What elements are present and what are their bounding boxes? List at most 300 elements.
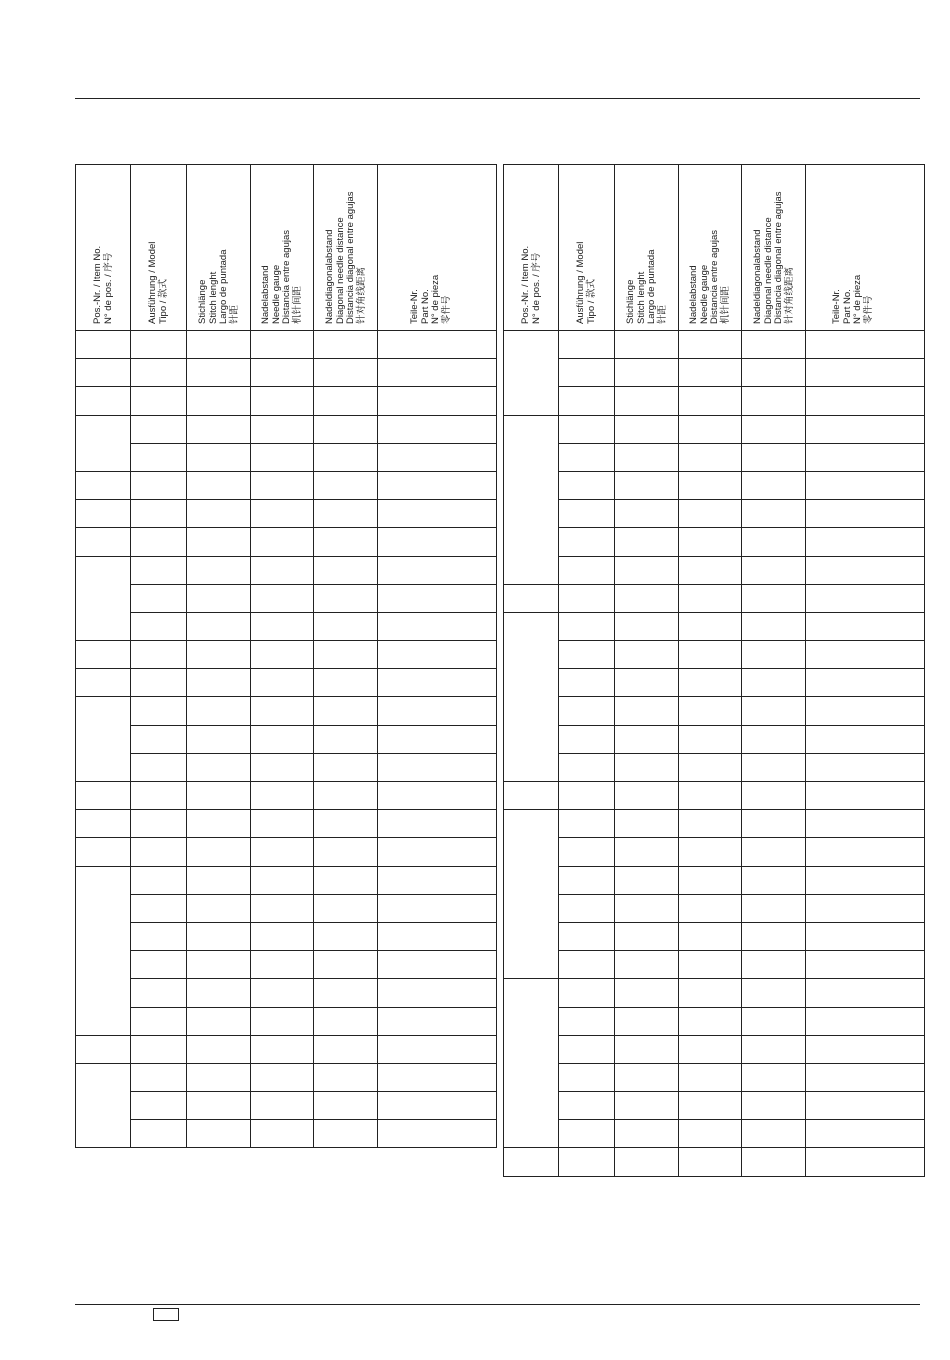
table-row	[504, 922, 925, 950]
header-text	[689, 230, 731, 324]
diagonal-distance-cell	[742, 1092, 806, 1120]
part-no-cell	[378, 443, 497, 471]
stitch-length-cell	[187, 528, 251, 556]
needle-gauge-cell	[251, 951, 314, 979]
model-cell	[559, 1035, 615, 1063]
header-line: Ausführung / Model	[575, 241, 586, 324]
stitch-length-cell	[187, 331, 251, 359]
diagonal-distance-cell	[742, 443, 806, 471]
table-row	[504, 612, 925, 640]
part-no-cell	[806, 838, 925, 866]
stitch-length-cell	[615, 641, 679, 669]
header-text	[198, 250, 240, 324]
needle-gauge-cell	[251, 528, 314, 556]
needle-gauge-cell	[679, 387, 742, 415]
model-cell	[559, 471, 615, 499]
header-line: N° de pieza	[430, 274, 442, 324]
part-no-cell	[806, 782, 925, 810]
diagonal-distance-cell	[742, 979, 806, 1007]
header-text	[148, 242, 169, 324]
table-row	[504, 979, 925, 1007]
header-line: Nadelabstand	[688, 265, 699, 324]
header-line: Stichlänge	[196, 279, 208, 324]
needle-gauge-cell	[679, 838, 742, 866]
needle-gauge-cell	[251, 556, 314, 584]
part-no-cell	[806, 810, 925, 838]
diagonal-distance-cell	[742, 415, 806, 443]
header-text	[521, 246, 542, 324]
diagonal-distance-cell	[742, 359, 806, 387]
pos-cell	[504, 979, 559, 1148]
stitch-length-cell	[187, 810, 251, 838]
diagonal-distance-cell	[314, 838, 378, 866]
needle-gauge-cell	[251, 359, 314, 387]
header-line: Pos.-Nr. / Item No.	[519, 245, 531, 324]
part-no-cell	[806, 1035, 925, 1063]
table-row	[504, 1092, 925, 1120]
stitch-length-cell	[615, 922, 679, 950]
page-number-box	[153, 1308, 179, 1321]
table-row	[76, 725, 497, 753]
table-row	[504, 641, 925, 669]
needle-gauge-cell	[679, 979, 742, 1007]
header-line: Part No.	[419, 289, 431, 324]
table-row	[76, 1092, 497, 1120]
pos-cell	[504, 415, 559, 584]
model-cell	[131, 894, 187, 922]
needle-gauge-cell	[679, 810, 742, 838]
part-no-cell	[806, 1120, 925, 1148]
header-line: 机针间距	[291, 285, 303, 324]
model-cell	[559, 387, 615, 415]
diagonal-distance-cell	[314, 1063, 378, 1091]
model-cell	[559, 669, 615, 697]
table-row	[504, 500, 925, 528]
stitch-length-cell	[187, 979, 251, 1007]
pos-cell	[76, 866, 131, 1035]
table-row	[76, 359, 497, 387]
model-cell	[131, 922, 187, 950]
stitch-length-cell	[615, 979, 679, 1007]
pos-cell	[76, 359, 131, 387]
model-cell	[131, 951, 187, 979]
part-no-cell	[378, 415, 497, 443]
table-row	[76, 1007, 497, 1035]
stitch-length-cell	[187, 894, 251, 922]
stitch-length-cell	[615, 1148, 679, 1176]
model-cell	[131, 669, 187, 697]
diagonal-distance-cell	[742, 387, 806, 415]
table-row	[504, 866, 925, 894]
part-no-cell	[378, 922, 497, 950]
header-text	[753, 191, 795, 324]
model-cell	[131, 359, 187, 387]
model-cell	[559, 1007, 615, 1035]
stitch-length-cell	[187, 641, 251, 669]
part-no-cell	[378, 1120, 497, 1148]
part-no-cell	[378, 612, 497, 640]
part-no-cell	[806, 725, 925, 753]
header-text	[626, 250, 668, 324]
needle-gauge-cell	[679, 753, 742, 781]
header-part-no	[378, 165, 497, 331]
stitch-length-cell	[615, 669, 679, 697]
model-cell	[131, 782, 187, 810]
model-cell	[559, 753, 615, 781]
table-row	[76, 951, 497, 979]
header-line: Diagonal needle distance	[334, 217, 345, 324]
header-needle-gauge	[679, 165, 742, 331]
table-row	[504, 725, 925, 753]
table-row	[76, 1063, 497, 1091]
table-row	[504, 387, 925, 415]
header-text	[576, 242, 597, 324]
diagonal-distance-cell	[314, 782, 378, 810]
header-text	[261, 230, 303, 324]
part-no-cell	[378, 753, 497, 781]
header-model	[559, 165, 615, 331]
model-cell	[559, 641, 615, 669]
needle-gauge-cell	[251, 471, 314, 499]
needle-gauge-cell	[679, 669, 742, 697]
part-no-cell	[378, 838, 497, 866]
stitch-length-cell	[187, 922, 251, 950]
part-no-cell	[378, 1063, 497, 1091]
part-no-cell	[806, 866, 925, 894]
header-line: Teile-Nr.	[831, 289, 843, 324]
stitch-length-cell	[187, 359, 251, 387]
needle-gauge-cell	[679, 1092, 742, 1120]
model-cell	[131, 331, 187, 359]
bottom-rule	[75, 1304, 920, 1305]
part-no-cell	[378, 500, 497, 528]
table-row	[504, 1120, 925, 1148]
model-cell	[559, 556, 615, 584]
needle-gauge-cell	[251, 500, 314, 528]
stitch-length-cell	[187, 387, 251, 415]
diagonal-distance-cell	[742, 669, 806, 697]
diagonal-distance-cell	[742, 951, 806, 979]
table-row	[504, 810, 925, 838]
part-no-cell	[378, 810, 497, 838]
diagonal-distance-cell	[742, 725, 806, 753]
part-no-cell	[806, 387, 925, 415]
table-row	[504, 782, 925, 810]
header-line: Distancia entre agujas	[709, 230, 720, 324]
stitch-length-cell	[615, 1035, 679, 1063]
diagonal-distance-cell	[742, 612, 806, 640]
pos-cell	[76, 387, 131, 415]
part-no-cell	[806, 1007, 925, 1035]
part-no-cell	[806, 528, 925, 556]
table-row	[76, 1120, 497, 1148]
diagonal-distance-cell	[314, 951, 378, 979]
header-line: Tipo / 款式	[585, 278, 597, 324]
needle-gauge-cell	[679, 1035, 742, 1063]
pos-cell	[76, 810, 131, 838]
table-row	[504, 471, 925, 499]
diagonal-distance-cell	[314, 471, 378, 499]
needle-gauge-cell	[251, 669, 314, 697]
needle-gauge-cell	[251, 443, 314, 471]
needle-gauge-cell	[679, 500, 742, 528]
table-row	[76, 500, 497, 528]
needle-gauge-cell	[251, 810, 314, 838]
diagonal-distance-cell	[314, 443, 378, 471]
stitch-length-cell	[187, 782, 251, 810]
pos-cell	[504, 584, 559, 612]
diagonal-distance-cell	[742, 471, 806, 499]
model-cell	[559, 725, 615, 753]
part-no-cell	[378, 641, 497, 669]
model-cell	[131, 1120, 187, 1148]
stitch-length-cell	[615, 725, 679, 753]
stitch-length-cell	[187, 1092, 251, 1120]
part-no-cell	[378, 782, 497, 810]
header-line: Stitch lenght	[207, 271, 218, 324]
part-no-cell	[378, 471, 497, 499]
stitch-length-cell	[615, 838, 679, 866]
stitch-length-cell	[615, 782, 679, 810]
needle-gauge-cell	[679, 697, 742, 725]
pos-cell	[76, 697, 131, 782]
model-cell	[559, 979, 615, 1007]
needle-gauge-cell	[679, 922, 742, 950]
table-row	[76, 753, 497, 781]
table-row	[504, 584, 925, 612]
model-cell	[131, 1035, 187, 1063]
header-line: 针距	[656, 304, 667, 324]
stitch-length-cell	[615, 1007, 679, 1035]
parts-table-right	[503, 164, 925, 1177]
model-cell	[131, 866, 187, 894]
header-row	[76, 165, 497, 331]
needle-gauge-cell	[679, 725, 742, 753]
table-row	[76, 331, 497, 359]
diagonal-distance-cell	[314, 641, 378, 669]
stitch-length-cell	[187, 725, 251, 753]
needle-gauge-cell	[251, 894, 314, 922]
stitch-length-cell	[615, 894, 679, 922]
header-line: Stichlänge	[624, 279, 636, 324]
pos-cell	[76, 500, 131, 528]
pos-cell	[504, 782, 559, 810]
table-row	[76, 979, 497, 1007]
stitch-length-cell	[187, 471, 251, 499]
needle-gauge-cell	[679, 866, 742, 894]
stitch-length-cell	[187, 1120, 251, 1148]
part-no-cell	[806, 951, 925, 979]
header-line: 零件号	[440, 295, 452, 324]
header-stitch-length	[187, 165, 251, 331]
diagonal-distance-cell	[314, 1120, 378, 1148]
stitch-length-cell	[187, 1035, 251, 1063]
table-row	[76, 922, 497, 950]
header-needle-gauge	[251, 165, 314, 331]
needle-gauge-cell	[251, 753, 314, 781]
model-cell	[131, 1007, 187, 1035]
part-no-cell	[806, 979, 925, 1007]
table-row	[504, 894, 925, 922]
model-cell	[559, 1148, 615, 1176]
model-cell	[131, 810, 187, 838]
pos-cell	[76, 1035, 131, 1063]
header-diagonal-distance	[314, 165, 378, 331]
pos-cell	[76, 782, 131, 810]
needle-gauge-cell	[679, 894, 742, 922]
header-text	[410, 275, 452, 324]
part-no-cell	[378, 697, 497, 725]
diagonal-distance-cell	[742, 1063, 806, 1091]
diagonal-distance-cell	[742, 331, 806, 359]
header-line: Distancia entre agujas	[281, 230, 292, 324]
part-no-cell	[378, 979, 497, 1007]
needle-gauge-cell	[679, 1120, 742, 1148]
table-row	[504, 669, 925, 697]
diagonal-distance-cell	[314, 584, 378, 612]
part-no-cell	[806, 1148, 925, 1176]
part-no-cell	[806, 415, 925, 443]
header-pos	[504, 165, 559, 331]
model-cell	[559, 782, 615, 810]
table-row	[504, 1007, 925, 1035]
model-cell	[559, 1120, 615, 1148]
diagonal-distance-cell	[742, 528, 806, 556]
header-line: Largo de puntada	[217, 249, 229, 324]
parts-table-left	[75, 164, 497, 1148]
stitch-length-cell	[615, 951, 679, 979]
needle-gauge-cell	[679, 556, 742, 584]
needle-gauge-cell	[251, 979, 314, 1007]
model-cell	[559, 359, 615, 387]
needle-gauge-cell	[251, 1120, 314, 1148]
stitch-length-cell	[615, 359, 679, 387]
diagonal-distance-cell	[314, 922, 378, 950]
stitch-length-cell	[187, 612, 251, 640]
needle-gauge-cell	[251, 584, 314, 612]
part-no-cell	[378, 951, 497, 979]
needle-gauge-cell	[251, 725, 314, 753]
diagonal-distance-cell	[742, 782, 806, 810]
table-row	[504, 753, 925, 781]
needle-gauge-cell	[251, 782, 314, 810]
header-line: Pos.-Nr. / Item No.	[91, 245, 103, 324]
part-no-cell	[378, 528, 497, 556]
table-row	[504, 1148, 925, 1176]
header-text	[93, 246, 114, 324]
pos-cell	[76, 415, 131, 471]
stitch-length-cell	[187, 443, 251, 471]
table-row	[76, 894, 497, 922]
table-row	[76, 612, 497, 640]
diagonal-distance-cell	[314, 697, 378, 725]
part-no-cell	[806, 612, 925, 640]
model-cell	[559, 838, 615, 866]
needle-gauge-cell	[251, 866, 314, 894]
needle-gauge-cell	[251, 641, 314, 669]
needle-gauge-cell	[679, 641, 742, 669]
needle-gauge-cell	[251, 387, 314, 415]
part-no-cell	[806, 331, 925, 359]
model-cell	[131, 528, 187, 556]
header-pos	[76, 165, 131, 331]
stitch-length-cell	[615, 556, 679, 584]
diagonal-distance-cell	[314, 359, 378, 387]
stitch-length-cell	[615, 866, 679, 894]
table-row	[76, 810, 497, 838]
table-row	[76, 556, 497, 584]
table-row	[76, 528, 497, 556]
needle-gauge-cell	[251, 922, 314, 950]
table-row	[76, 415, 497, 443]
needle-gauge-cell	[679, 331, 742, 359]
needle-gauge-cell	[679, 782, 742, 810]
model-cell	[131, 500, 187, 528]
diagonal-distance-cell	[314, 612, 378, 640]
model-cell	[131, 415, 187, 443]
stitch-length-cell	[187, 951, 251, 979]
model-cell	[559, 922, 615, 950]
model-cell	[559, 866, 615, 894]
needle-gauge-cell	[251, 1035, 314, 1063]
stitch-length-cell	[615, 1063, 679, 1091]
diagonal-distance-cell	[314, 979, 378, 1007]
model-cell	[559, 443, 615, 471]
part-no-cell	[806, 359, 925, 387]
table-row	[504, 415, 925, 443]
diagonal-distance-cell	[742, 753, 806, 781]
model-cell	[131, 697, 187, 725]
model-cell	[131, 725, 187, 753]
header-model	[131, 165, 187, 331]
table-row	[76, 584, 497, 612]
pos-cell	[504, 1148, 559, 1176]
model-cell	[559, 1063, 615, 1091]
part-no-cell	[806, 669, 925, 697]
diagonal-distance-cell	[742, 1148, 806, 1176]
diagonal-distance-cell	[314, 1007, 378, 1035]
header-line: Largo de puntada	[645, 249, 657, 324]
model-cell	[131, 1092, 187, 1120]
pos-cell	[76, 556, 131, 641]
model-cell	[131, 443, 187, 471]
stitch-length-cell	[187, 1063, 251, 1091]
model-cell	[131, 979, 187, 1007]
header-line: Diagonal needle distance	[762, 217, 773, 324]
stitch-length-cell	[615, 500, 679, 528]
needle-gauge-cell	[251, 1063, 314, 1091]
needle-gauge-cell	[679, 528, 742, 556]
part-no-cell	[806, 556, 925, 584]
needle-gauge-cell	[251, 1092, 314, 1120]
stitch-length-cell	[187, 669, 251, 697]
diagonal-distance-cell	[314, 1092, 378, 1120]
part-no-cell	[806, 1063, 925, 1091]
pos-cell	[504, 810, 559, 979]
part-no-cell	[378, 1007, 497, 1035]
diagonal-distance-cell	[742, 922, 806, 950]
needle-gauge-cell	[679, 471, 742, 499]
top-rule	[75, 98, 920, 99]
pos-cell	[76, 838, 131, 866]
diagonal-distance-cell	[742, 894, 806, 922]
stitch-length-cell	[187, 838, 251, 866]
table-row	[504, 528, 925, 556]
needle-gauge-cell	[679, 612, 742, 640]
part-no-cell	[806, 697, 925, 725]
model-cell	[131, 612, 187, 640]
needle-gauge-cell	[679, 443, 742, 471]
